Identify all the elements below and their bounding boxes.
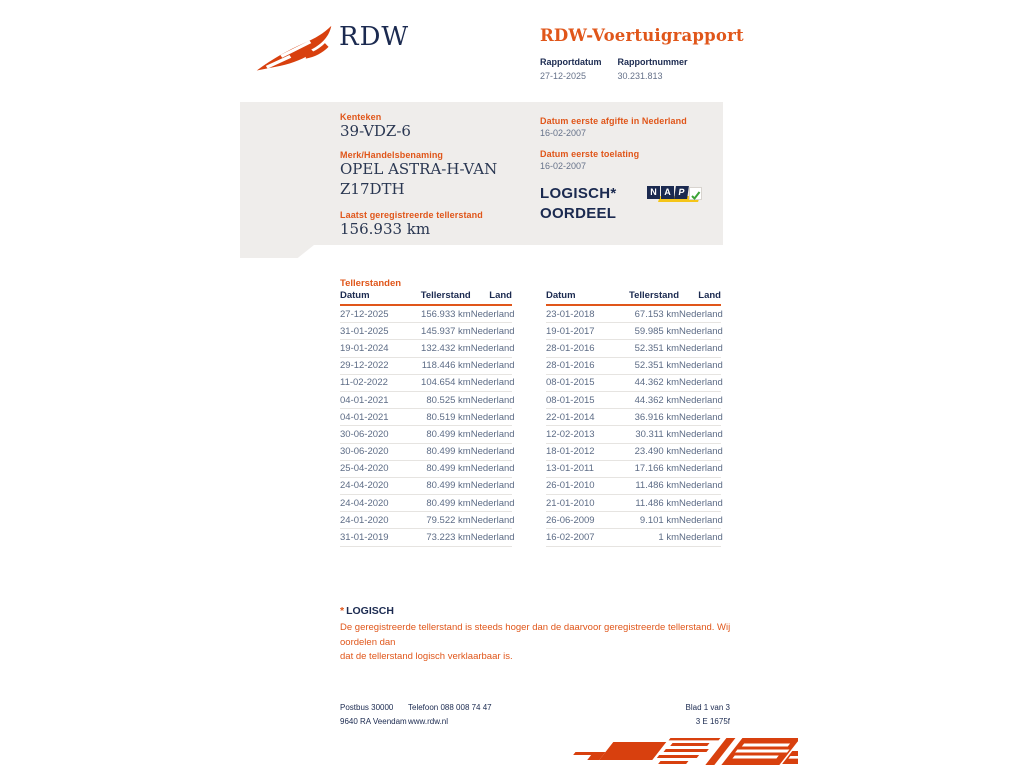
merk-label: Merk/Handelsbenaming [340,150,444,160]
table-row [340,426,512,443]
nap-logo [647,186,703,210]
logisch-explanation-heading [340,605,394,617]
cell-datum: 16-02-2007 [546,529,616,546]
cell-land: Nederland [679,443,721,460]
cell-datum: 25-04-2020 [340,460,409,477]
cell-tellerstand: 52.351 km [616,357,679,374]
cell-tellerstand: 80.499 km [409,460,471,477]
table-row [546,443,721,460]
page-title: RDW-Voertuigrapport [540,26,744,45]
cell-tellerstand: 118.446 km [409,357,471,374]
vehicle-summary-panel [240,102,723,245]
nap-letter-n: N [647,186,660,199]
cell-datum: 04-01-2021 [340,391,409,408]
cell-land: Nederland [471,460,512,477]
cell-land: Nederland [679,374,721,391]
cell-datum: 29-12-2022 [340,357,409,374]
table-row [340,529,512,546]
cell-tellerstand: 52.351 km [616,340,679,357]
logisch-explanation-text [340,621,736,665]
footer-page-number: Blad 1 van 3 [685,703,730,712]
cell-tellerstand: 73.223 km [409,529,471,546]
oordeel-line1: LOGISCH* [540,185,617,202]
cell-tellerstand: 79.522 km [409,512,471,529]
col-header-tellerstand: Tellerstand [616,290,679,305]
cell-tellerstand: 80.525 km [409,391,471,408]
toelating-label: Datum eerste toelating [540,149,640,159]
report-number-label: Rapportnummer [617,57,688,67]
nap-checkmark-icon [689,187,702,200]
table-row [340,460,512,477]
odometer-table-left [340,290,515,547]
afgifte-value: 16-02-2007 [540,128,587,138]
cell-datum: 04-01-2021 [340,409,409,426]
explanation-line1: De geregistreerde tellerstand is steeds hoger dan de daarvoor geregistreerde tellerstand. Wij oordelen dan [340,622,731,648]
cell-land: Nederland [679,323,721,340]
cell-tellerstand: 36.916 km [616,409,679,426]
cell-datum: 28-01-2016 [546,340,616,357]
cell-land: Nederland [471,305,512,323]
cell-land: Nederland [679,495,721,512]
afgifte-label: Datum eerste afgifte in Nederland [540,116,687,126]
cell-tellerstand: 80.499 km [409,426,471,443]
cell-datum: 24-01-2020 [340,512,409,529]
table-row [546,391,721,408]
cell-tellerstand: 11.486 km [616,477,679,494]
table-row [546,512,721,529]
footer-page-info [610,701,730,729]
footer-postbus: Postbus 30000 [340,703,394,712]
table-row [546,426,721,443]
cell-tellerstand: 59.985 km [616,323,679,340]
explanation-line2: dat de tellerstand logisch verklaarbaar is. [340,651,513,662]
report-meta [540,57,688,81]
table-row [340,357,512,374]
table-row [340,409,512,426]
table-header-row [340,290,512,305]
panel-corner-tab [240,245,314,258]
table-row [340,477,512,494]
cell-datum: 08-01-2015 [546,374,616,391]
merk-value-line1: OPEL ASTRA-H-VAN [340,160,498,178]
cell-tellerstand: 80.519 km [409,409,471,426]
tellerstand-value: 156.933 km [340,220,431,238]
footer-form-code: 3 E 1675f [695,717,730,726]
odometer-table-right-body [546,305,721,546]
report-date-label: Rapportdatum [540,57,602,67]
merk-value-line2: Z17DTH [340,180,405,198]
table-row [340,305,512,323]
cell-land: Nederland [471,374,512,391]
cell-tellerstand: 80.499 km [409,443,471,460]
table-row [546,460,721,477]
cell-tellerstand: 11.486 km [616,495,679,512]
cell-datum: 28-01-2016 [546,357,616,374]
cell-datum: 19-01-2024 [340,340,409,357]
table-row [546,529,721,546]
cell-land: Nederland [471,391,512,408]
cell-land: Nederland [679,409,721,426]
cell-tellerstand: 1 km [616,529,679,546]
cell-datum: 31-01-2025 [340,323,409,340]
cell-land: Nederland [471,477,512,494]
cell-land: Nederland [471,512,512,529]
cell-datum: 11-02-2022 [340,374,409,391]
cell-land: Nederland [679,477,721,494]
logisch-heading-text: LOGISCH [346,605,394,617]
cell-land: Nederland [679,529,721,546]
table-row [340,323,512,340]
col-header-datum: Datum [546,290,616,305]
report-number-value: 30.231.813 [617,71,663,81]
cell-datum: 24-04-2020 [340,495,409,512]
table-row [546,374,721,391]
cell-land: Nederland [679,391,721,408]
kenteken-value: 39-VDZ-6 [340,122,411,140]
table-row [546,305,721,323]
cell-land: Nederland [471,495,512,512]
asterisk: * [340,605,345,617]
cell-tellerstand: 23.490 km [616,443,679,460]
oordeel-line2: OORDEEL [540,205,617,222]
footer-contact [408,701,492,729]
cell-datum: 13-01-2011 [546,460,616,477]
kenteken-label: Kenteken [340,112,382,122]
cell-datum: 26-01-2010 [546,477,616,494]
cell-datum: 24-04-2020 [340,477,409,494]
odometer-table-right [546,290,721,547]
cell-land: Nederland [471,409,512,426]
cell-tellerstand: 132.432 km [409,340,471,357]
col-header-land: Land [679,290,721,305]
cell-tellerstand: 9.101 km [616,512,679,529]
cell-datum: 18-01-2012 [546,443,616,460]
table-row [546,340,721,357]
rdw-wordmark: RDW [339,22,410,52]
tellerstand-label: Laatst geregistreerde tellerstand [340,210,483,220]
table-row [546,495,721,512]
table-row [340,495,512,512]
cell-tellerstand: 67.153 km [616,305,679,323]
table-row [340,512,512,529]
nap-letter-a: A [661,186,674,199]
odometer-table-left-body [340,305,515,546]
report-number-block [618,57,688,81]
table-row [546,409,721,426]
cell-land: Nederland [471,443,512,460]
cell-tellerstand: 156.933 km [409,305,471,323]
cell-land: Nederland [471,340,512,357]
col-header-tellerstand: Tellerstand [409,290,471,305]
cell-datum: 23-01-2018 [546,305,616,323]
table-row [546,477,721,494]
cell-land: Nederland [679,460,721,477]
cell-tellerstand: 80.499 km [409,495,471,512]
cell-tellerstand: 104.654 km [409,374,471,391]
cell-datum: 26-06-2009 [546,512,616,529]
cell-land: Nederland [679,426,721,443]
cell-land: Nederland [471,529,512,546]
table-row [340,374,512,391]
footer-website: www.rdw.nl [408,717,449,726]
cell-datum: 31-01-2019 [340,529,409,546]
footer-plaats: 9640 RA Veendam [340,717,407,726]
cell-datum: 30-06-2020 [340,443,409,460]
cell-tellerstand: 44.362 km [616,391,679,408]
cell-land: Nederland [679,340,721,357]
table-row [340,340,512,357]
cell-datum: 08-01-2015 [546,391,616,408]
cell-tellerstand: 17.166 km [616,460,679,477]
table-header-row [546,290,721,305]
oordeel-text [540,184,617,224]
cell-land: Nederland [471,323,512,340]
cell-tellerstand: 80.499 km [409,477,471,494]
tellerstanden-heading: Tellerstanden [340,278,402,289]
cell-tellerstand: 145.937 km [409,323,471,340]
rdw-logo-bird-icon [252,25,336,75]
cell-datum: 27-12-2025 [340,305,409,323]
cell-tellerstand: 44.362 km [616,374,679,391]
cell-land: Nederland [679,357,721,374]
nap-letter-p: P [674,186,689,199]
footer-address [340,701,407,729]
cell-datum: 12-02-2013 [546,426,616,443]
table-row [340,391,512,408]
cell-datum: 19-01-2017 [546,323,616,340]
report-date-value: 27-12-2025 [540,71,587,81]
col-header-land: Land [471,290,512,305]
cell-land: Nederland [679,305,721,323]
cell-datum: 30-06-2020 [340,426,409,443]
cell-land: Nederland [679,512,721,529]
cell-land: Nederland [471,357,512,374]
report-date-block [540,57,602,81]
cell-tellerstand: 30.311 km [616,426,679,443]
toelating-value: 16-02-2007 [540,161,587,171]
col-header-datum: Datum [340,290,409,305]
table-row [546,357,721,374]
footer-phone: Telefoon 088 008 74 47 [408,703,492,712]
cell-datum: 21-01-2010 [546,495,616,512]
rdw-stripes-graphic [538,736,798,768]
cell-land: Nederland [471,426,512,443]
table-row [340,443,512,460]
cell-datum: 22-01-2014 [546,409,616,426]
table-row [546,323,721,340]
